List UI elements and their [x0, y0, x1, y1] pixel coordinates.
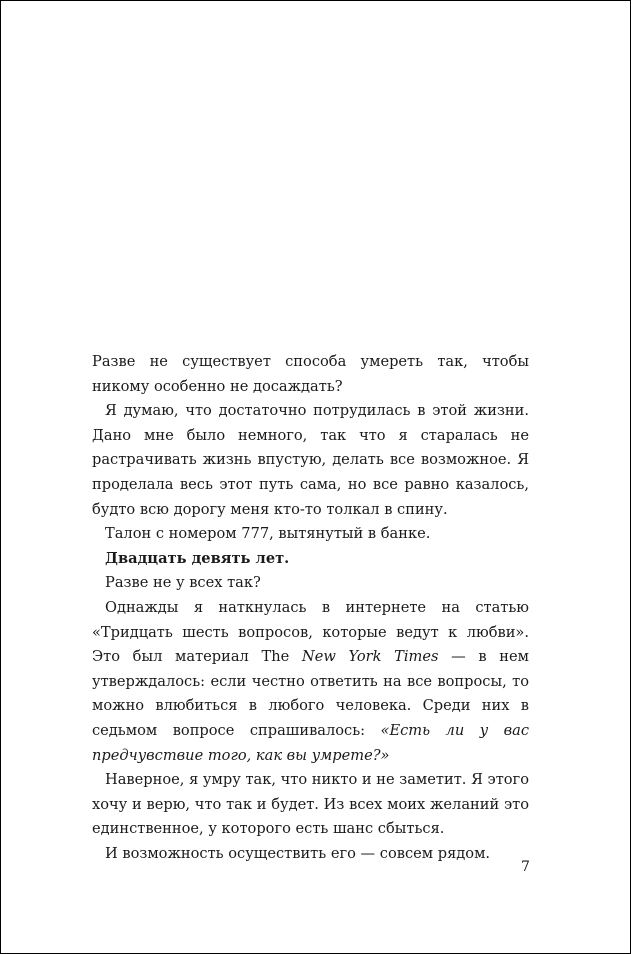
page-number: 7 — [521, 859, 530, 875]
paragraph-6-part-1: Однажды я наткнулась в интернете на статью «Тридцать шесть вопросов, которые ведут к любви». Это был материал The — [92, 598, 529, 666]
paragraph-3: Талон с номером 777, вытянутый в банке. — [105, 525, 431, 543]
paragraph-2: Я думаю, что достаточно потрудилась в этой жизни. Дано мне было немного, так что я старалась не растрачивать жизнь впустую, делать все возможное. Я проделала весь этот путь сама, но все равно казалось, будто всю дорогу меня кто-то толкал в спину. — [92, 402, 529, 518]
quoted-question: «Есть ли у вас предчувствие того, как вы умрете?» — [92, 721, 530, 764]
paragraph-8: И возможность осуществить его — совсем рядом. — [105, 844, 491, 862]
body-text — [92, 350, 529, 866]
paragraph-7: Наверное, я умру так, что никто и не заметит. Я этого хочу и верю, что так и будет. Из всех моих желаний это единственное, у которого есть шанс сбыться. — [92, 771, 529, 838]
paragraph-6 — [92, 596, 529, 768]
newspaper-title: New York Times — [301, 648, 439, 666]
paragraph-5: Разве не у всех так? — [105, 574, 261, 592]
paragraph-1: Разве не существует способа умереть так, чтобы никому особенно не досаждать? — [92, 353, 529, 395]
paragraph-6-part-2: — в нем утверждалось: если честно ответить на все вопросы, то можно влюбиться в любого человека. Среди них в седьмом вопросе спрашивалось: — [92, 648, 529, 739]
paragraph-4-bold: Двадцать девять лет. — [105, 549, 290, 567]
